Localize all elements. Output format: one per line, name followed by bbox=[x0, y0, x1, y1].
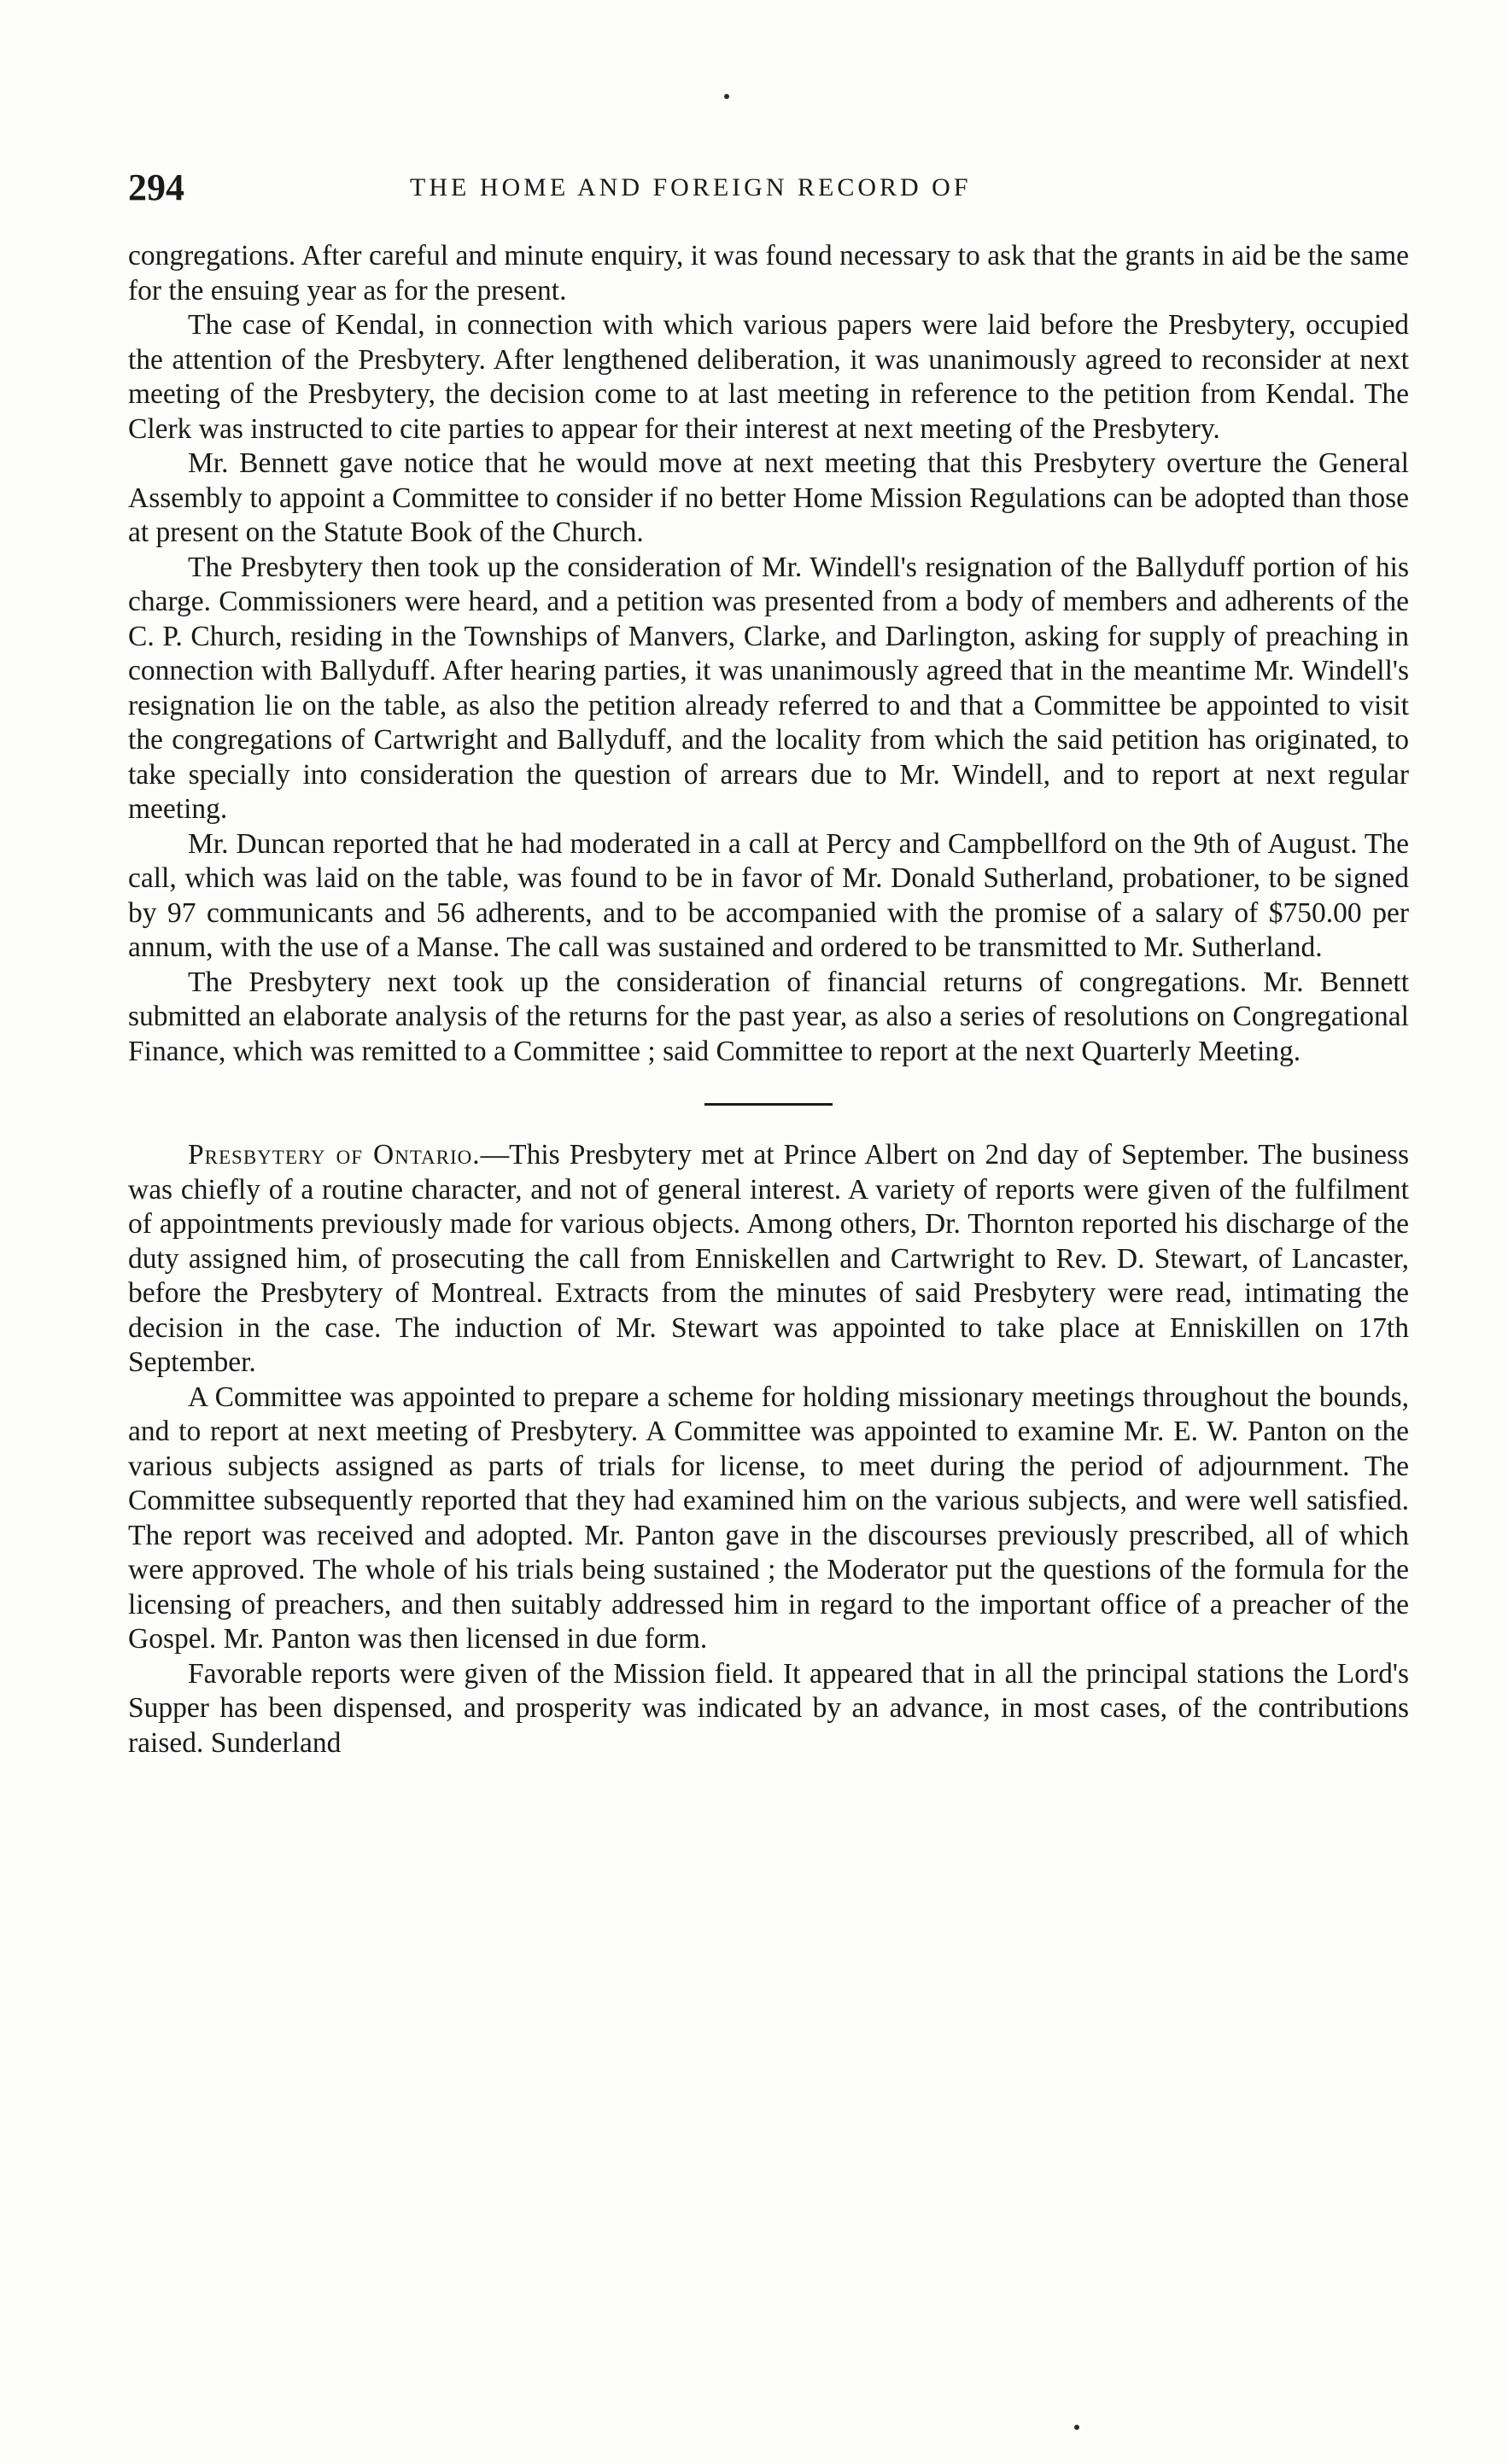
page-number: 294 bbox=[128, 166, 184, 208]
paragraph-continuation: congregations. After careful and minute enquiry, it was found necessary to ask that the grants in aid be the same for the ensuing year as for the present. bbox=[128, 240, 1409, 307]
paragraph-committee-panton: A Committee was appointed to prepare a scheme for holding missionary meetings throughout the bounds, and to report at next meeting of Presbytery. A Committee was appointed to examine Mr. E. W. Panton on the various subjects assigned as parts of trials for license, to meet during the period of adjournment. The Committee subsequently reported that they had examined him on the various subjects, and were well satisfied. The report was received and adopted. Mr. Panton gave in the discourses previously prescribed, all of which were approved. The whole of his trials being sustained ; the Moderator put the questions of the formula for the licensing of preachers, and then suitably addressed him in regard to the important office of a preacher of the Gospel. Mr. Panton was then licensed in due form. bbox=[128, 1381, 1409, 1655]
page-header bbox=[128, 162, 1409, 213]
text-column bbox=[128, 239, 1409, 1760]
paragraph-duncan-call: Mr. Duncan reported that he had moderated in a call at Percy and Campbellford on the 9th of August. The call, which was laid on the table, was found to be in favor of Mr. Donald Sutherland, probationer, to be signed by 97 communicants and 56 adherents, and to be accompanied with the promise of a salary of $750.00 per annum, with the use of a Manse. The call was sustained and ordered to be transmitted to Mr. Sutherland. bbox=[128, 827, 1409, 963]
section-divider bbox=[704, 1103, 833, 1106]
section-title: Presbytery of Ontario. bbox=[188, 1139, 481, 1171]
print-speck bbox=[1074, 2425, 1079, 2430]
running-head: THE HOME AND FOREIGN RECORD OF bbox=[410, 173, 972, 201]
paragraph-bennett-notice: Mr. Bennett gave notice that he would move at next meeting that this Presbytery overture the General Assembly to appoint a Committee to consider if no better Home Mission Regulations can be adopted than those at present on the Statute Book of the Church. bbox=[128, 447, 1409, 548]
section-ontario-intro bbox=[128, 1138, 1409, 1381]
print-speck bbox=[724, 94, 729, 99]
paragraph-kendal: The case of Kendal, in connection with which various papers were laid before the Presbytery, occupied the attention of the Presbytery. After lengthened deliberation, it was unanimously agreed to reconsider at next meeting of the Presbytery, the decision come to at last meeting in reference to the petition from Kendal. The Clerk was instructed to cite parties to appear for their interest at next meeting of the Presbytery. bbox=[128, 309, 1409, 445]
section-intro-text: —This Presbytery met at Prince Albert on 2nd day of September. The business was chiefly of a routine character, and not of general interest. A variety of reports were given of the fulfilment of appointments previously made for various objects. Among others, Dr. Thornton reported his discharge of the duty assigned him, of prosecuting the call from Enniskellen and Cartwright to Rev. D. Stewart, of Lancaster, before the Presbytery of Montreal. Extracts from the minutes of said Presbytery were read, intimating the decision in the case. The induction of Mr. Stewart was appointed to take place at Enniskillen on 17th September. bbox=[128, 1139, 1409, 1378]
paragraph-financial-returns: The Presbytery next took up the consideration of financial returns of congregations. Mr. Bennett submitted an elaborate analysis of the returns for the past year, as also a series of resolutions on Congregational Finance, which was remitted to a Committee ; said Committee to report at the next Quarterly Meeting. bbox=[128, 966, 1409, 1067]
paragraph-windell-resignation: The Presbytery then took up the consideration of Mr. Windell's resignation of the Ballyduff portion of his charge. Commissioners were heard, and a petition was presented from a body of members and adherents of the C. P. Church, residing in the Townships of Manvers, Clarke, and Darlington, asking for supply of preaching in connection with Ballyduff. After hearing parties, it was unanimously agreed that in the meantime Mr. Windell's resignation lie on the table, as also the petition already referred to and that a Committee be appointed to visit the congregations of Cartwright and Ballyduff, and the locality from which the said petition has originated, to take specially into consideration the question of arrears due to Mr. Windell, and to report at next regular meeting. bbox=[128, 551, 1409, 825]
paragraph-mission-field: Favorable reports were given of the Mission field. It appeared that in all the principal stations the Lord's Supper has been dispensed, and prosperity was indicated by an advance, in most cases, of the contributions raised. Sunderland bbox=[128, 1657, 1409, 1759]
